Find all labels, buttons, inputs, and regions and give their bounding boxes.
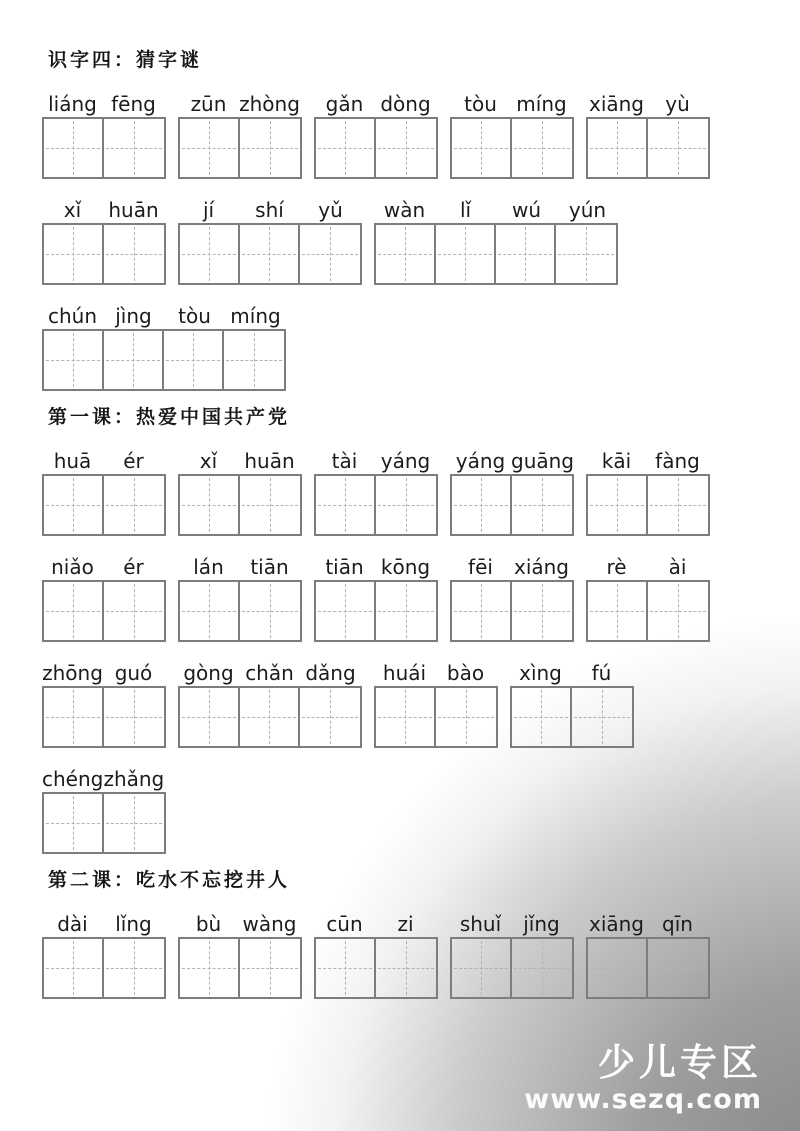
writing-cell: [316, 119, 376, 177]
section-title: 第一课：热爱中国共产党: [48, 407, 291, 428]
pinyin-labels: [586, 89, 710, 115]
pinyin-labels: [178, 909, 302, 935]
writing-box: [42, 686, 166, 748]
word-group: [314, 446, 438, 536]
writing-box: [178, 937, 302, 999]
writing-cell: [452, 119, 512, 177]
pinyin-syllable: yáng: [380, 449, 431, 473]
worksheet-sections: [42, 50, 800, 999]
word-group: [42, 446, 166, 536]
pinyin-syllable: yù: [665, 92, 690, 116]
writing-box: [450, 474, 574, 536]
word-group: [178, 89, 302, 179]
writing-cell: [316, 582, 376, 640]
pinyin-syllable: bào: [446, 661, 485, 685]
pinyin-labels: [178, 552, 302, 578]
writing-box: [314, 937, 438, 999]
pinyin-syllable: tiān: [325, 555, 364, 579]
writing-cell: [240, 119, 300, 177]
writing-cell: [376, 119, 436, 177]
word-group: [178, 909, 302, 999]
pinyin-syllable: huā: [53, 449, 92, 473]
pinyin-syllable: shí: [255, 198, 284, 222]
word-group: [374, 195, 618, 285]
pinyin-labels: [374, 658, 498, 684]
pinyin-syllable: jǐng: [523, 912, 560, 936]
writing-cell: [44, 225, 104, 283]
writing-cell: [180, 119, 240, 177]
writing-cell: [180, 225, 240, 283]
pinyin-syllable: qīn: [662, 912, 693, 936]
word-group: [450, 552, 574, 642]
pinyin-syllable: fàng: [655, 449, 700, 473]
writing-cell: [572, 688, 632, 746]
worksheet-section: [42, 407, 800, 854]
writing-cell: [648, 939, 708, 997]
word-row: [42, 764, 800, 854]
pinyin-syllable: chún: [47, 304, 98, 328]
pinyin-syllable: xìng: [519, 661, 562, 685]
word-row: [42, 446, 800, 536]
writing-box: [586, 474, 710, 536]
writing-cell: [512, 119, 572, 177]
worksheet-section: [42, 50, 800, 391]
pinyin-syllable: jí: [202, 198, 215, 222]
writing-box: [178, 223, 362, 285]
pinyin-syllable: dǎng: [305, 661, 356, 685]
pinyin-labels: [42, 195, 166, 221]
word-group: [178, 552, 302, 642]
writing-cell: [240, 939, 300, 997]
writing-cell: [104, 688, 164, 746]
writing-cell: [376, 939, 436, 997]
writing-box: [586, 937, 710, 999]
watermark-url-text: www.sezq.com: [524, 1083, 762, 1115]
writing-box: [314, 580, 438, 642]
word-group: [314, 89, 438, 179]
pinyin-labels: [42, 89, 166, 115]
pinyin-syllable: kōng: [380, 555, 431, 579]
pinyin-labels: [42, 552, 166, 578]
word-group: [586, 909, 710, 999]
pinyin-syllable: míng: [516, 92, 567, 116]
writing-box: [178, 474, 302, 536]
pinyin-labels: [450, 552, 574, 578]
writing-cell: [452, 582, 512, 640]
word-group: [42, 89, 166, 179]
pinyin-labels: [314, 89, 438, 115]
pinyin-labels: [178, 446, 302, 472]
writing-cell: [300, 225, 360, 283]
pinyin-syllable: xǐ: [63, 198, 82, 222]
writing-box: [510, 686, 634, 748]
writing-cell: [164, 331, 224, 389]
writing-cell: [240, 476, 300, 534]
writing-cell: [44, 582, 104, 640]
writing-box: [586, 580, 710, 642]
word-group: [178, 658, 362, 748]
writing-cell: [376, 688, 436, 746]
word-row: [42, 195, 800, 285]
pinyin-syllable: fú: [591, 661, 612, 685]
writing-cell: [588, 939, 648, 997]
pinyin-labels: [450, 909, 574, 935]
pinyin-syllable: chǎn: [245, 661, 294, 685]
pinyin-labels: [42, 301, 286, 327]
writing-box: [450, 117, 574, 179]
word-group: [374, 658, 498, 748]
writing-cell: [512, 939, 572, 997]
pinyin-syllable: wú: [511, 198, 542, 222]
pinyin-syllable: huān: [108, 198, 159, 222]
writing-cell: [44, 939, 104, 997]
writing-cell: [104, 225, 164, 283]
writing-cell: [512, 476, 572, 534]
pinyin-syllable: xiāng: [588, 92, 645, 116]
pinyin-syllable: kāi: [601, 449, 632, 473]
writing-box: [178, 686, 362, 748]
pinyin-labels: [178, 658, 362, 684]
writing-box: [374, 686, 498, 748]
pinyin-syllable: ér: [123, 449, 144, 473]
writing-cell: [240, 225, 300, 283]
word-group: [510, 658, 634, 748]
word-group: [42, 658, 166, 748]
pinyin-syllable: ér: [123, 555, 144, 579]
pinyin-syllable: tòu: [464, 92, 497, 116]
writing-cell: [452, 939, 512, 997]
pinyin-syllable: bù: [195, 912, 222, 936]
writing-cell: [376, 582, 436, 640]
writing-cell: [240, 582, 300, 640]
word-group: [450, 446, 574, 536]
writing-box: [586, 117, 710, 179]
word-group: [586, 552, 710, 642]
word-group: [42, 195, 166, 285]
writing-cell: [316, 476, 376, 534]
writing-cell: [588, 476, 648, 534]
pinyin-syllable: yǔ: [318, 198, 343, 222]
pinyin-syllable: ài: [668, 555, 687, 579]
pinyin-syllable: dòng: [380, 92, 431, 116]
pinyin-syllable: míng: [230, 304, 281, 328]
writing-box: [374, 223, 618, 285]
word-group: [42, 764, 166, 854]
pinyin-syllable: gòng: [183, 661, 234, 685]
word-group: [42, 301, 286, 391]
pinyin-labels: [314, 909, 438, 935]
writing-cell: [512, 688, 572, 746]
pinyin-syllable: guó: [114, 661, 153, 685]
writing-cell: [224, 331, 284, 389]
writing-box: [178, 117, 302, 179]
pinyin-labels: [450, 446, 574, 472]
pinyin-syllable: cūn: [326, 912, 363, 936]
word-group: [178, 446, 302, 536]
pinyin-syllable: yún: [568, 198, 607, 222]
pinyin-labels: [586, 446, 710, 472]
word-group: [586, 89, 710, 179]
writing-cell: [44, 794, 104, 852]
writing-box: [42, 937, 166, 999]
pinyin-syllable: huān: [244, 449, 295, 473]
pinyin-syllable: tòu: [178, 304, 211, 328]
pinyin-syllable: lán: [193, 555, 224, 579]
writing-cell: [104, 582, 164, 640]
pinyin-syllable: fēi: [468, 555, 493, 579]
writing-cell: [436, 688, 496, 746]
writing-cell: [104, 476, 164, 534]
pinyin-syllable: dài: [57, 912, 88, 936]
pinyin-syllable: rè: [606, 555, 627, 579]
pinyin-syllable: zhòng: [239, 92, 300, 116]
pinyin-syllable: wàng: [242, 912, 297, 936]
pinyin-syllable: shuǐ: [459, 912, 502, 936]
pinyin-syllable: tiān: [250, 555, 289, 579]
pinyin-syllable: huái: [382, 661, 427, 685]
writing-cell: [44, 331, 104, 389]
pinyin-syllable: jìng: [115, 304, 152, 328]
pinyin-syllable: xiáng: [513, 555, 570, 579]
writing-cell: [512, 582, 572, 640]
pinyin-syllable: wàn: [383, 198, 426, 222]
writing-cell: [316, 939, 376, 997]
writing-box: [42, 223, 166, 285]
pinyin-syllable: gǎn: [325, 92, 364, 116]
pinyin-syllable: xiāng: [588, 912, 645, 936]
pinyin-labels: [586, 552, 710, 578]
pinyin-syllable: fēng: [111, 92, 156, 116]
writing-cell: [180, 476, 240, 534]
word-group: [178, 195, 362, 285]
section-title: 识字四：猜字谜: [48, 50, 203, 71]
pinyin-syllable: zi: [397, 912, 414, 936]
writing-cell: [44, 688, 104, 746]
watermark-brand-text: 少儿专区: [598, 1041, 762, 1085]
writing-cell: [300, 688, 360, 746]
writing-box: [42, 117, 166, 179]
pinyin-syllable: lǐ: [459, 198, 472, 222]
writing-box: [178, 580, 302, 642]
writing-cell: [44, 119, 104, 177]
writing-cell: [588, 119, 648, 177]
pinyin-labels: [42, 446, 166, 472]
pinyin-labels: [314, 446, 438, 472]
writing-cell: [588, 582, 648, 640]
pinyin-labels: [42, 909, 166, 935]
section-title: 第二课：吃水不忘挖井人: [48, 870, 291, 891]
pinyin-syllable: niǎo: [51, 555, 94, 579]
writing-box: [42, 329, 286, 391]
pinyin-syllable: yáng: [455, 449, 506, 473]
watermark: [524, 1043, 762, 1115]
writing-cell: [452, 476, 512, 534]
pinyin-labels: [586, 909, 710, 935]
word-group: [42, 909, 166, 999]
writing-cell: [436, 225, 496, 283]
writing-cell: [648, 582, 708, 640]
word-group: [450, 89, 574, 179]
writing-box: [42, 792, 166, 854]
word-group: [586, 446, 710, 536]
pinyin-labels: [178, 195, 362, 221]
writing-cell: [376, 225, 436, 283]
writing-cell: [648, 476, 708, 534]
word-row: [42, 89, 800, 179]
pinyin-labels: [42, 658, 166, 684]
pinyin-syllable: tài: [331, 449, 358, 473]
pinyin-syllable: lǐng: [115, 912, 152, 936]
word-group: [314, 909, 438, 999]
writing-cell: [376, 476, 436, 534]
writing-cell: [180, 582, 240, 640]
word-row: [42, 909, 800, 999]
writing-box: [314, 474, 438, 536]
pinyin-labels: [42, 764, 166, 790]
writing-cell: [104, 939, 164, 997]
pinyin-syllable: guāng: [511, 449, 574, 473]
pinyin-syllable: zhōng: [42, 661, 103, 685]
pinyin-labels: [510, 658, 634, 684]
writing-cell: [648, 119, 708, 177]
pinyin-labels: [374, 195, 618, 221]
word-row: [42, 301, 800, 391]
writing-cell: [240, 688, 300, 746]
writing-box: [450, 580, 574, 642]
worksheet-section: [42, 870, 800, 999]
writing-cell: [104, 794, 164, 852]
writing-cell: [496, 225, 556, 283]
writing-cell: [180, 688, 240, 746]
pinyin-syllable: zūn: [190, 92, 227, 116]
pinyin-labels: [450, 89, 574, 115]
pinyin-labels: [178, 89, 302, 115]
writing-box: [314, 117, 438, 179]
pinyin-syllable: chéng: [42, 767, 104, 791]
writing-cell: [180, 939, 240, 997]
pinyin-syllable: xǐ: [199, 449, 218, 473]
writing-cell: [44, 476, 104, 534]
word-group: [42, 552, 166, 642]
pinyin-syllable: liáng: [48, 92, 97, 116]
word-group: [450, 909, 574, 999]
writing-cell: [104, 119, 164, 177]
writing-cell: [556, 225, 616, 283]
writing-box: [450, 937, 574, 999]
pinyin-labels: [314, 552, 438, 578]
writing-cell: [104, 331, 164, 389]
pinyin-syllable: zhǎng: [103, 767, 165, 791]
word-group: [314, 552, 438, 642]
word-row: [42, 658, 800, 748]
writing-box: [42, 474, 166, 536]
writing-box: [42, 580, 166, 642]
word-row: [42, 552, 800, 642]
